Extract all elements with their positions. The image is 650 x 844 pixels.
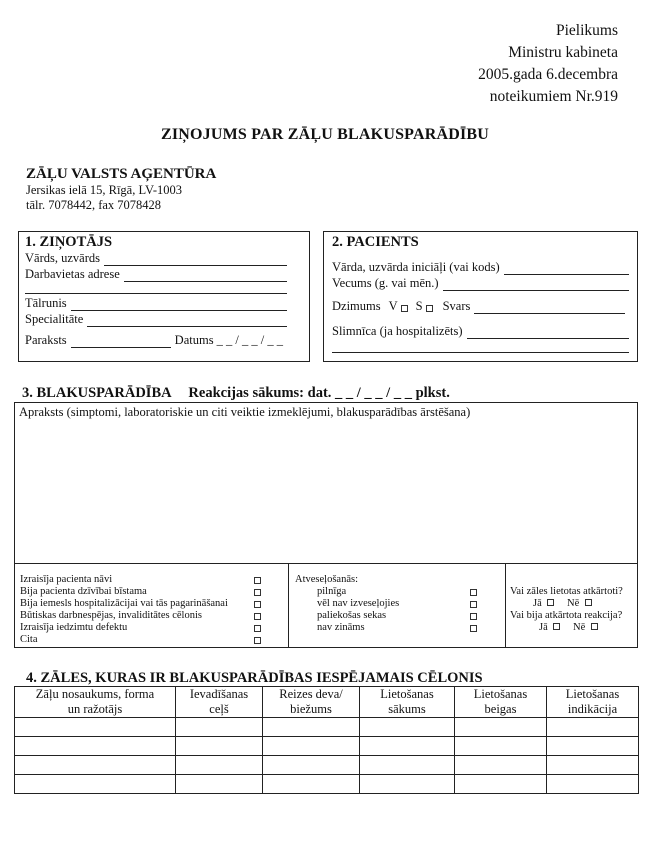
reporter-date-label: Datums _ _ / _ _ / _ _ [174, 333, 284, 347]
annex-line: noteikumiem Nr.919 [489, 88, 618, 105]
reporter-title: 1. ZIŅOTĀJS [25, 234, 113, 250]
table-cell[interactable] [263, 775, 360, 794]
drugs-table [14, 686, 639, 794]
recovery-option: vēl nav izveseļojies [317, 598, 400, 609]
patient-box [323, 231, 638, 362]
repeat-reaction-answer-row [539, 622, 598, 633]
recovery-label: Atveseļošanās: [295, 574, 358, 585]
table-cell[interactable] [263, 718, 360, 737]
table-cell[interactable] [263, 756, 360, 775]
sex-male-checkbox[interactable] [401, 305, 408, 312]
recovery-option: nav zināms [317, 622, 365, 633]
table-cell[interactable] [547, 775, 639, 794]
table-cell[interactable] [360, 718, 455, 737]
repeat-question: Vai zāles lietotas atkārtoti? [510, 586, 623, 597]
reaction-start-label: Reakcijas sākums: dat. _ _ / _ _ / _ _ plkst. [188, 385, 450, 401]
yes-label: Jā [539, 622, 548, 633]
table-cell[interactable] [547, 718, 639, 737]
reporter-signature-field[interactable] [25, 333, 283, 348]
consequence-checkbox[interactable] [254, 625, 261, 632]
annex-line: Ministru kabineta [508, 44, 618, 61]
annex-line: Pielikums [555, 22, 618, 39]
agency-address: Jersikas ielā 15, Rīgā, LV-1003 [26, 183, 183, 197]
consequence-checkbox[interactable] [254, 613, 261, 620]
reaction-description-area[interactable] [14, 402, 638, 564]
table-row [15, 775, 639, 794]
recovery-checkbox[interactable] [470, 589, 477, 596]
consequence-checkbox[interactable] [254, 601, 261, 608]
table-row [15, 756, 639, 775]
outcome-divider [288, 564, 289, 647]
table-cell[interactable] [360, 775, 455, 794]
table-cell[interactable] [360, 737, 455, 756]
patient-hospital-line2[interactable] [332, 342, 629, 353]
table-cell[interactable] [176, 775, 263, 794]
consequence-checkbox[interactable] [254, 589, 261, 596]
recovery-option: pilnīga [317, 586, 347, 597]
table-cell[interactable] [15, 737, 176, 756]
yes-label: Jā [533, 598, 542, 609]
patient-title: 2. PACIENTS [332, 234, 419, 250]
consequence-item: Bija pacienta dzīvībai bīstama [20, 586, 147, 597]
table-cell[interactable] [360, 756, 455, 775]
reporter-workplace-field[interactable] [25, 267, 287, 282]
repeat-reaction-yes-checkbox[interactable] [553, 623, 560, 630]
reporter-phone-label: Tālrunis [25, 296, 67, 310]
annex-line: 2005.gada 6.decembra [478, 66, 618, 83]
table-cell[interactable] [455, 718, 547, 737]
table-row [15, 737, 639, 756]
table-cell[interactable] [455, 775, 547, 794]
reaction-outcome-box [14, 563, 638, 648]
patient-weight-label: Svars [442, 299, 471, 313]
reporter-name-label: Vārds, uzvārds [25, 251, 100, 265]
column-header: Zāļu nosaukums, forma un ražotājs [15, 687, 176, 718]
no-label: Nē [573, 622, 586, 633]
patient-initials-label: Vārda, uzvārda iniciāļi (vai kods) [332, 260, 500, 274]
sex-female-label: S [415, 299, 423, 313]
sex-female-checkbox[interactable] [426, 305, 433, 312]
agency-phone: tālr. 7078442, fax 7078428 [26, 198, 162, 212]
agency-name: ZĀĻU VALSTS AĢENTŪRA [26, 166, 217, 182]
column-header: Lietošanas beigas [455, 687, 547, 718]
table-cell[interactable] [455, 737, 547, 756]
repeat-yes-checkbox[interactable] [547, 599, 554, 606]
reporter-phone-field[interactable] [25, 296, 287, 311]
table-cell[interactable] [15, 756, 176, 775]
table-row [15, 718, 639, 737]
repeat-reaction-no-checkbox[interactable] [591, 623, 598, 630]
annex-block [478, 20, 618, 108]
column-header: Lietošanas indikācija [547, 687, 639, 718]
drugs-header-row [15, 687, 639, 718]
consequence-item: Izraisīja iedzimtu defektu [20, 622, 128, 633]
recovery-option: paliekošas sekas [317, 610, 387, 621]
consequence-item: Bija iemesls hospitalizācijai vai tās pagarināšanai [20, 598, 228, 609]
reporter-name-field[interactable] [25, 251, 287, 266]
document-title: ZIŅOJUMS PAR ZĀĻU BLAKUSPARĀDĪBU [160, 126, 490, 143]
patient-sex-label: Dzimums [332, 299, 381, 313]
consequence-item: Būtiskas darbnespējas, invaliditātes cēlonis [20, 610, 202, 621]
repeat-reaction-question: Vai bija atkārtota reakcija? [510, 610, 623, 621]
recovery-checkbox[interactable] [470, 601, 477, 608]
outcome-divider [505, 564, 506, 647]
table-cell[interactable] [263, 737, 360, 756]
reporter-box [18, 231, 310, 362]
reporter-workplace-line2[interactable] [25, 283, 287, 294]
reaction-heading: 3. BLAKUSPARĀDĪBA [22, 385, 171, 401]
repeat-answer-row [533, 598, 592, 609]
sex-male-label: V [388, 299, 398, 313]
table-cell[interactable] [455, 756, 547, 775]
no-label: Nē [567, 598, 580, 609]
reporter-specialty-field[interactable] [25, 312, 287, 327]
repeat-no-checkbox[interactable] [585, 599, 592, 606]
reporter-signature-label: Paraksts [25, 333, 67, 347]
patient-weight-line[interactable] [474, 303, 625, 314]
table-cell[interactable] [176, 737, 263, 756]
patient-initials-field[interactable] [332, 260, 629, 275]
patient-age-label: Vecums (g. vai mēn.) [332, 276, 439, 290]
column-header: Ievadīšanas ceļš [176, 687, 263, 718]
column-header: Reizes deva/ biežums [263, 687, 360, 718]
table-cell[interactable] [547, 737, 639, 756]
table-cell[interactable] [15, 775, 176, 794]
patient-hospital-label: Slimnīca (ja hospitalizēts) [332, 324, 463, 338]
recovery-checkbox[interactable] [470, 625, 477, 632]
column-header: Lietošanas sākums [360, 687, 455, 718]
consequence-checkbox[interactable] [254, 637, 261, 644]
patient-sex-weight-field[interactable] [332, 299, 625, 314]
recovery-checkbox[interactable] [470, 613, 477, 620]
table-cell[interactable] [176, 718, 263, 737]
reaction-description-label: Apraksts (simptomi, laboratoriskie un citi veiktie izmeklējumi, blakusparādības ārstēšana) [19, 405, 471, 419]
consequence-item: Cita [20, 634, 38, 645]
patient-age-field[interactable] [332, 276, 629, 291]
table-cell[interactable] [176, 756, 263, 775]
reporter-workplace-label: Darbavietas adrese [25, 267, 120, 281]
table-cell[interactable] [15, 718, 176, 737]
drugs-heading: 4. ZĀLES, KURAS IR BLAKUSPARĀDĪBAS IESPĒJAMAIS CĒLONIS [26, 670, 483, 686]
table-cell[interactable] [547, 756, 639, 775]
reaction-heading-row [22, 385, 450, 402]
consequence-item: Izraisīja pacienta nāvi [20, 574, 113, 585]
patient-hospital-field[interactable] [332, 324, 629, 339]
reporter-specialty-label: Specialitāte [25, 312, 84, 326]
consequence-checkbox[interactable] [254, 577, 261, 584]
